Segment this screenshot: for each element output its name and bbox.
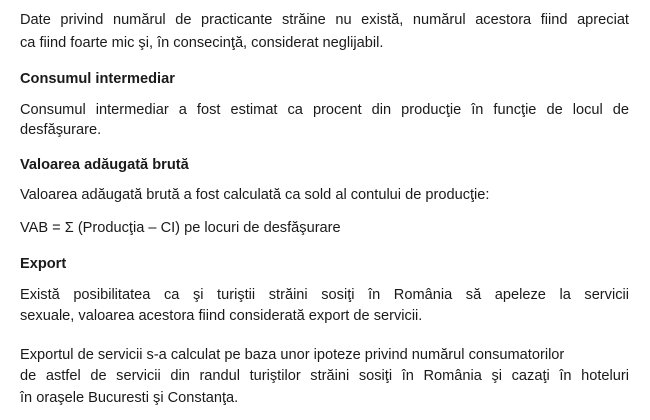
intro-text-line-1: Date privind numărul de practicante străine nu există, numărul acestora fiind apreciat — [20, 12, 629, 28]
document-page — [20, 0, 635, 420]
consum-text-line-2: desfăşurare. — [20, 122, 102, 138]
vab-text-line-1: Valoarea adăugată brută a fost calculată ca sold al contului de producţie: — [20, 187, 490, 203]
export-para2-line-3: în oraşele Bucuresti şi Constanţa. — [20, 390, 239, 406]
vab-formula: VAB = Σ (Producţia – CI) pe locuri de desfăşurare — [20, 220, 341, 236]
heading-valoarea-adaugata-bruta: Valoarea adăugată brută — [20, 157, 189, 173]
export-para1-line-2: sexuale, valoarea acestora fiind considerată export de servicii. — [20, 308, 423, 324]
consum-text-line-1: Consumul intermediar a fost estimat ca procent din producţie în funcţie de locul de — [20, 102, 629, 118]
heading-consumul-intermediar: Consumul intermediar — [20, 71, 175, 87]
heading-export: Export — [20, 256, 67, 272]
intro-text-line-2: ca fiind foarte mic şi, în consecinţă, considerat neglijabil. — [20, 35, 384, 51]
export-para2-line-1: Exportul de servicii s-a calculat pe baza unor ipoteze privind numărul consumatorilor — [20, 347, 565, 363]
export-para2-line-2: de astfel de servicii din randul turiştilor străini sosiţi în România şi cazaţi în hoteluri — [20, 368, 629, 384]
export-para1-line-1: Există posibilitatea ca şi turiştii străini sosiţi în România să apeleze la servicii — [20, 287, 629, 303]
